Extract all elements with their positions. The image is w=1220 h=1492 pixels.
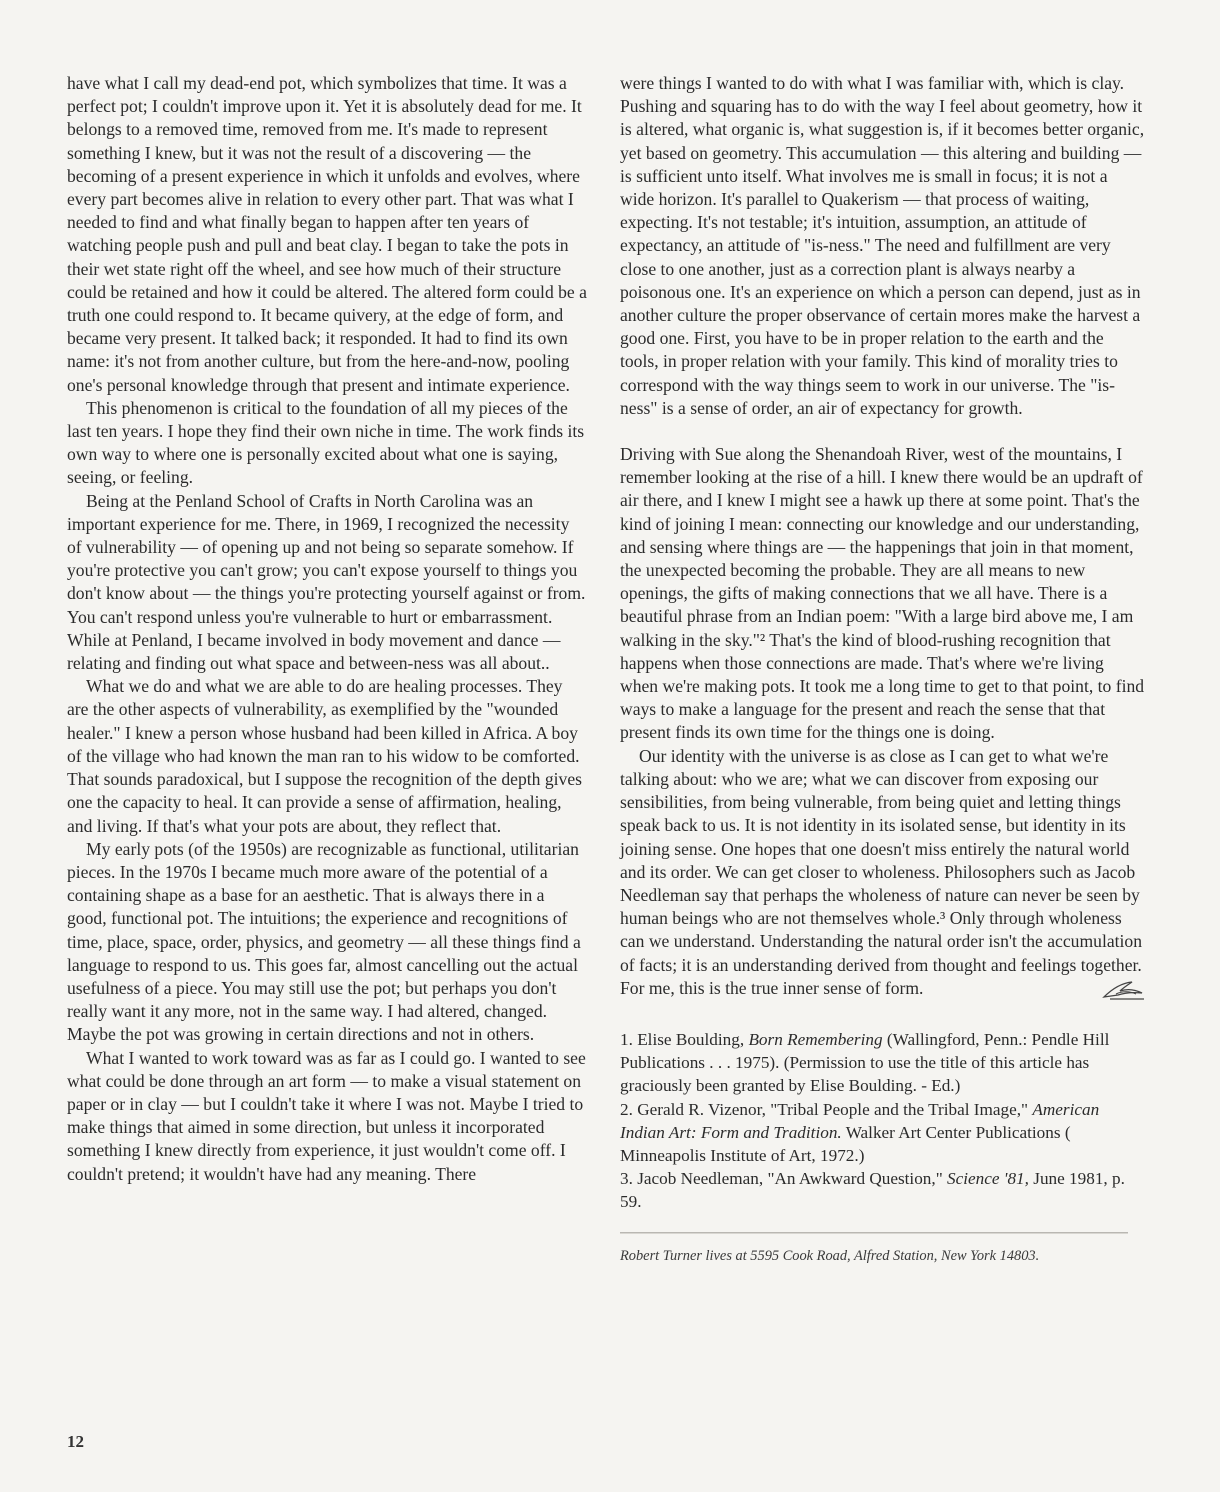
body-paragraph: This phenomenon is critical to the foundation of all my pieces of the last ten years. I hope they find their own niche in time. The work finds its own way to where one is personally excited about what one is saying, seeing, or feeling.: [67, 397, 585, 488]
footnote-3: 3. Jacob Needleman, "An Awkward Question," Science '81, June 1981, p. 59.: [620, 1169, 1125, 1212]
author-bio: Robert Turner lives at 5595 Cook Road, Alfred Station, New York 14803.: [620, 1247, 1040, 1264]
page-number: 12: [67, 1432, 84, 1451]
body-paragraph: My early pots (of the 1950s) are recognizable as functional, utilitarian pieces. In the 1970s I became much more aware of the potential of a containing shape as a base for an aesthetic. That is always there in a good, functional pot. The intuitions; the experience and recognitions of time, place, space, order, physics, and geometry — all these things find a language to respond to us. This goes far, almost cancelling out the actual usefulness of a piece. You may still use the pot; but perhaps you don't really want it any more, not in the same way. I had altered, changed. Maybe the pot was growing in certain directions and not in others.: [67, 838, 581, 1045]
footnotes: [620, 1028, 1146, 1214]
footnote-1: 1. Elise Boulding, Born Remembering (Wallingford, Penn.: Pendle Hill Publications . . . 1975). (Permission to use the title of this article has graciously been granted by Elise Boulding. - Ed.): [620, 1029, 1110, 1096]
footnote-2: 2. Gerald R. Vizenor, "Tribal People and the Tribal Image," American Indian Art: Form and Tradition. Walker Art Center Publications ( Minneapolis Institute of Art, 1972.): [620, 1099, 1100, 1165]
body-paragraph: What I wanted to work toward was as far as I could go. I wanted to see what could be done through an art form — to make a visual statement on paper or in clay — but I couldn't take it where I was not. Maybe I tried to make things that aimed in some direction, but unless it incorporated something I knew directly from experience, it just wouldn't come off. I couldn't pretend; it wouldn't have had any meaning. There: [67, 1047, 586, 1184]
body-paragraph: What we do and what we are able to do are healing processes. They are the other aspects of vulnerability, as exemplified by the "wounded healer." I knew a person whose husband had been killed in Africa. A boy of the village who had known the man ran to his widow to be comforted. That sounds paradoxical, but I suppose the recognition of the depth gives one the capacity to heal. It can provide a sense of affirmation, healing, and living. If that's what your pots are about, they reflect that.: [67, 676, 582, 836]
body-paragraph-final: [620, 745, 1146, 1000]
final-paragraph-text: Our identity with the universe is as close as I can get to what we're talking about: who we are; what we can discover from exposing our sensibilities, from being vulnerable, from being quiet and letting things speak back to us. It is not identity in its isolated sense, but identity in its joining sense. One hopes that one doesn't miss entirely the natural world and its order. We can get closer to wholeness. Philosophers such as Jacob Needleman say that perhaps the wholeness of nature can never be seen by human beings who are not themselves whole.³ Only through wholeness can we understand. Understanding the natural order isn't the accumulation of facts; it is an understanding derived from thought and feelings together. For me, this is the true inner sense of form.: [620, 745, 1143, 998]
end-of-article-icon: [1083, 979, 1146, 1007]
left-column: [67, 72, 587, 1186]
right-column: [620, 72, 1146, 1266]
divider: [620, 1232, 1128, 1234]
body-paragraph: Being at the Penland School of Crafts in North Carolina was an important experience for me. There, in 1969, I recognized the necessity of vulnerability — of opening up and not being so separate somehow. If you're protective you can't grow; you can't expose yourself to things you don't know about — the things you're protecting yourself against or from. You can't respond unless you're vulnerable to hurt or embarrassment. While at Penland, I became involved in body movement and dance — relating and finding out what space and between-ness was all about..: [67, 490, 586, 674]
body-paragraph: Driving with Sue along the Shenandoah River, west of the mountains, I remember looking at the rise of a hill. I knew there would be an updraft of air there, and I knew I might see a hawk up there at some point. That's the kind of joining I mean: connecting our knowledge and our understanding, and sensing where things are — the happenings that join in that moment, the unexpected becoming the probable. They are all means to new openings, the gifts of making connections that we all have. There is a beautiful phrase from an Indian poem: "With a large bird above me, I am walking in the sky."² That's the kind of blood-rushing recognition that happens when those connections are made. That's where we're living when we're making pots. It took me a long time to get to that point, to find ways to make a language for the present and reach the sense that that present finds its own time for the things one is doing.: [620, 444, 1145, 743]
body-paragraph: were things I wanted to do with what I was familiar with, which is clay. Pushing and squaring has to do with the way I feel about geometry, how it is altered, what organic is, what suggestion is, if it becomes better organic, yet based on geometry. This accumulation — this altering and building — is sufficient unto itself. What involves me is small in focus; it is not a wide horizon. It's parallel to Quakerism — that process of waiting, expecting. It's not testable; it's intuition, assumption, an attitude of expectancy, an attitude of "is-ness." The need and fulfillment are very close to one another, just as a correction plant is always nearby a poisonous one. It's an experience on which a person can depend, just as in another culture the proper observance of certain mores make the harvest a good one. First, you have to be in proper relation to the earth and the tools, in proper relation with your family. This kind of morality tries to correspond with the way things seem to work in our universe. The "is-ness" is a sense of order, an air of expectancy for growth.: [620, 73, 1145, 418]
body-paragraph: have what I call my dead-end pot, which symbolizes that time. It was a perfect pot; I couldn't improve upon it. Yet it is absolutely dead for me. It belongs to a removed time, removed from me. It's made to represent something I knew, but it was not the result of a discovering — the becoming of a present experience in which it unfolds and evolves, where every part becomes alive in relation to every other part. That was what I needed to find and what finally began to happen after ten years of watching people push and pull and beat clay. I began to take the pots in their wet state right off the wheel, and see how much of their structure could be retained and how it could be altered. The altered form could be a truth one could respond to. It became quivery, at the edge of form, and became very present. It talked back; it responded. It had to find its own name: it's not from another culture, but from the here-and-now, pooling one's personal knowledge through that present and intimate experience.: [67, 73, 587, 395]
